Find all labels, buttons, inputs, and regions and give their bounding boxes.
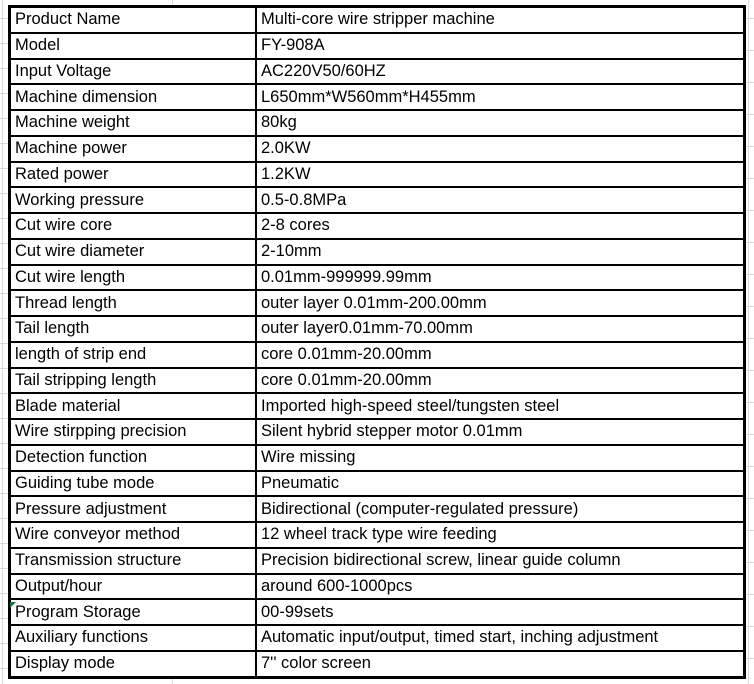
spec-label-cell: Display mode (10, 651, 257, 678)
spec-value-cell: Pneumatic (256, 471, 745, 497)
spec-value-cell: FY-908A (256, 33, 745, 59)
spec-label-cell: Tail length (10, 316, 257, 342)
table-row (10, 33, 745, 59)
spec-label-cell: Auxiliary functions (10, 625, 257, 651)
table-row (10, 548, 745, 574)
table-row (10, 110, 745, 136)
spec-table-body (10, 7, 745, 678)
spec-value-cell: Bidirectional (computer-regulated pressure) (256, 496, 745, 522)
table-row (10, 239, 745, 265)
spec-label-cell: Model (10, 33, 257, 59)
sheet-row-gridlines-right-margin (746, 0, 754, 684)
spec-label-cell: Output/hour (10, 574, 257, 600)
spec-value-cell: L650mm*W560mm*H455mm (256, 84, 745, 110)
product-spec-table (8, 5, 746, 679)
spec-value-cell: 0.5-0.8MPa (256, 187, 745, 213)
spec-value-cell: 00-99sets (256, 599, 745, 625)
table-row (10, 316, 745, 342)
table-row (10, 574, 745, 600)
table-row (10, 368, 745, 394)
spec-label-cell: Thread length (10, 290, 257, 316)
spec-value-cell: 2-8 cores (256, 213, 745, 239)
spec-label-cell: Machine weight (10, 110, 257, 136)
spec-value-cell: outer layer 0.01mm-200.00mm (256, 290, 745, 316)
spec-value-cell: 2-10mm (256, 239, 745, 265)
spec-label-cell: Transmission structure (10, 548, 257, 574)
spec-value-cell: 12 wheel track type wire feeding (256, 522, 745, 548)
spec-label-cell: Rated power (10, 162, 257, 188)
spec-value-cell: 1.2KW (256, 162, 745, 188)
spec-label-cell: Wire stirpping precision (10, 419, 257, 445)
spec-value-cell: Imported high-speed steel/tungsten steel (256, 393, 745, 419)
spec-label-cell: Guiding tube mode (10, 471, 257, 497)
table-row (10, 213, 745, 239)
spec-value-cell: outer layer0.01mm-70.00mm (256, 316, 745, 342)
spec-value-cell: Automatic input/output, timed start, inching adjustment (256, 625, 745, 651)
spec-value-cell: 7'' color screen (256, 651, 745, 678)
table-row (10, 59, 745, 85)
table-row (10, 651, 745, 678)
spec-label-cell: Cut wire diameter (10, 239, 257, 265)
table-row (10, 162, 745, 188)
spec-value-cell: 2.0KW (256, 136, 745, 162)
spec-label-cell: Machine dimension (10, 84, 257, 110)
table-row (10, 625, 745, 651)
spec-label-cell: Input Voltage (10, 59, 257, 85)
table-row (10, 136, 745, 162)
table-row (10, 7, 745, 33)
spec-value-cell: 80kg (256, 110, 745, 136)
table-row (10, 471, 745, 497)
table-row (10, 342, 745, 368)
table-row (10, 393, 745, 419)
spec-label-cell: Program Storage (10, 599, 257, 625)
spec-label-cell: Wire conveyor method (10, 522, 257, 548)
table-row (10, 599, 745, 625)
spec-label-cell: Machine power (10, 136, 257, 162)
spec-label-cell: Product Name (10, 7, 257, 33)
table-row (10, 419, 745, 445)
table-row (10, 522, 745, 548)
spec-value-cell: around 600-1000pcs (256, 574, 745, 600)
table-row (10, 187, 745, 213)
sheet-column-gridline-bottom-stub (172, 679, 173, 684)
spec-value-cell: AC220V50/60HZ (256, 59, 745, 85)
spec-value-cell: core 0.01mm-20.00mm (256, 342, 745, 368)
table-row (10, 290, 745, 316)
spec-label-cell: Cut wire core (10, 213, 257, 239)
spec-label-cell: Cut wire length (10, 265, 257, 291)
spec-label-cell: Detection function (10, 445, 257, 471)
spec-label-cell: Tail stripping length (10, 368, 257, 394)
table-row (10, 496, 745, 522)
spec-label-cell: length of strip end (10, 342, 257, 368)
spec-value-cell: Precision bidirectional screw, linear guide column (256, 548, 745, 574)
spec-value-cell: Silent hybrid stepper motor 0.01mm (256, 419, 745, 445)
spec-label-cell: Pressure adjustment (10, 496, 257, 522)
table-row (10, 445, 745, 471)
spec-value-cell: core 0.01mm-20.00mm (256, 368, 745, 394)
table-row (10, 265, 745, 291)
spec-value-cell: Wire missing (256, 445, 745, 471)
spec-value-cell: 0.01mm-999999.99mm (256, 265, 745, 291)
sheet-row-gridlines-left-margin (0, 0, 8, 684)
table-row (10, 84, 745, 110)
spec-label-cell: Working pressure (10, 187, 257, 213)
spec-label-cell: Blade material (10, 393, 257, 419)
spec-value-cell: Multi-core wire stripper machine (256, 7, 745, 33)
